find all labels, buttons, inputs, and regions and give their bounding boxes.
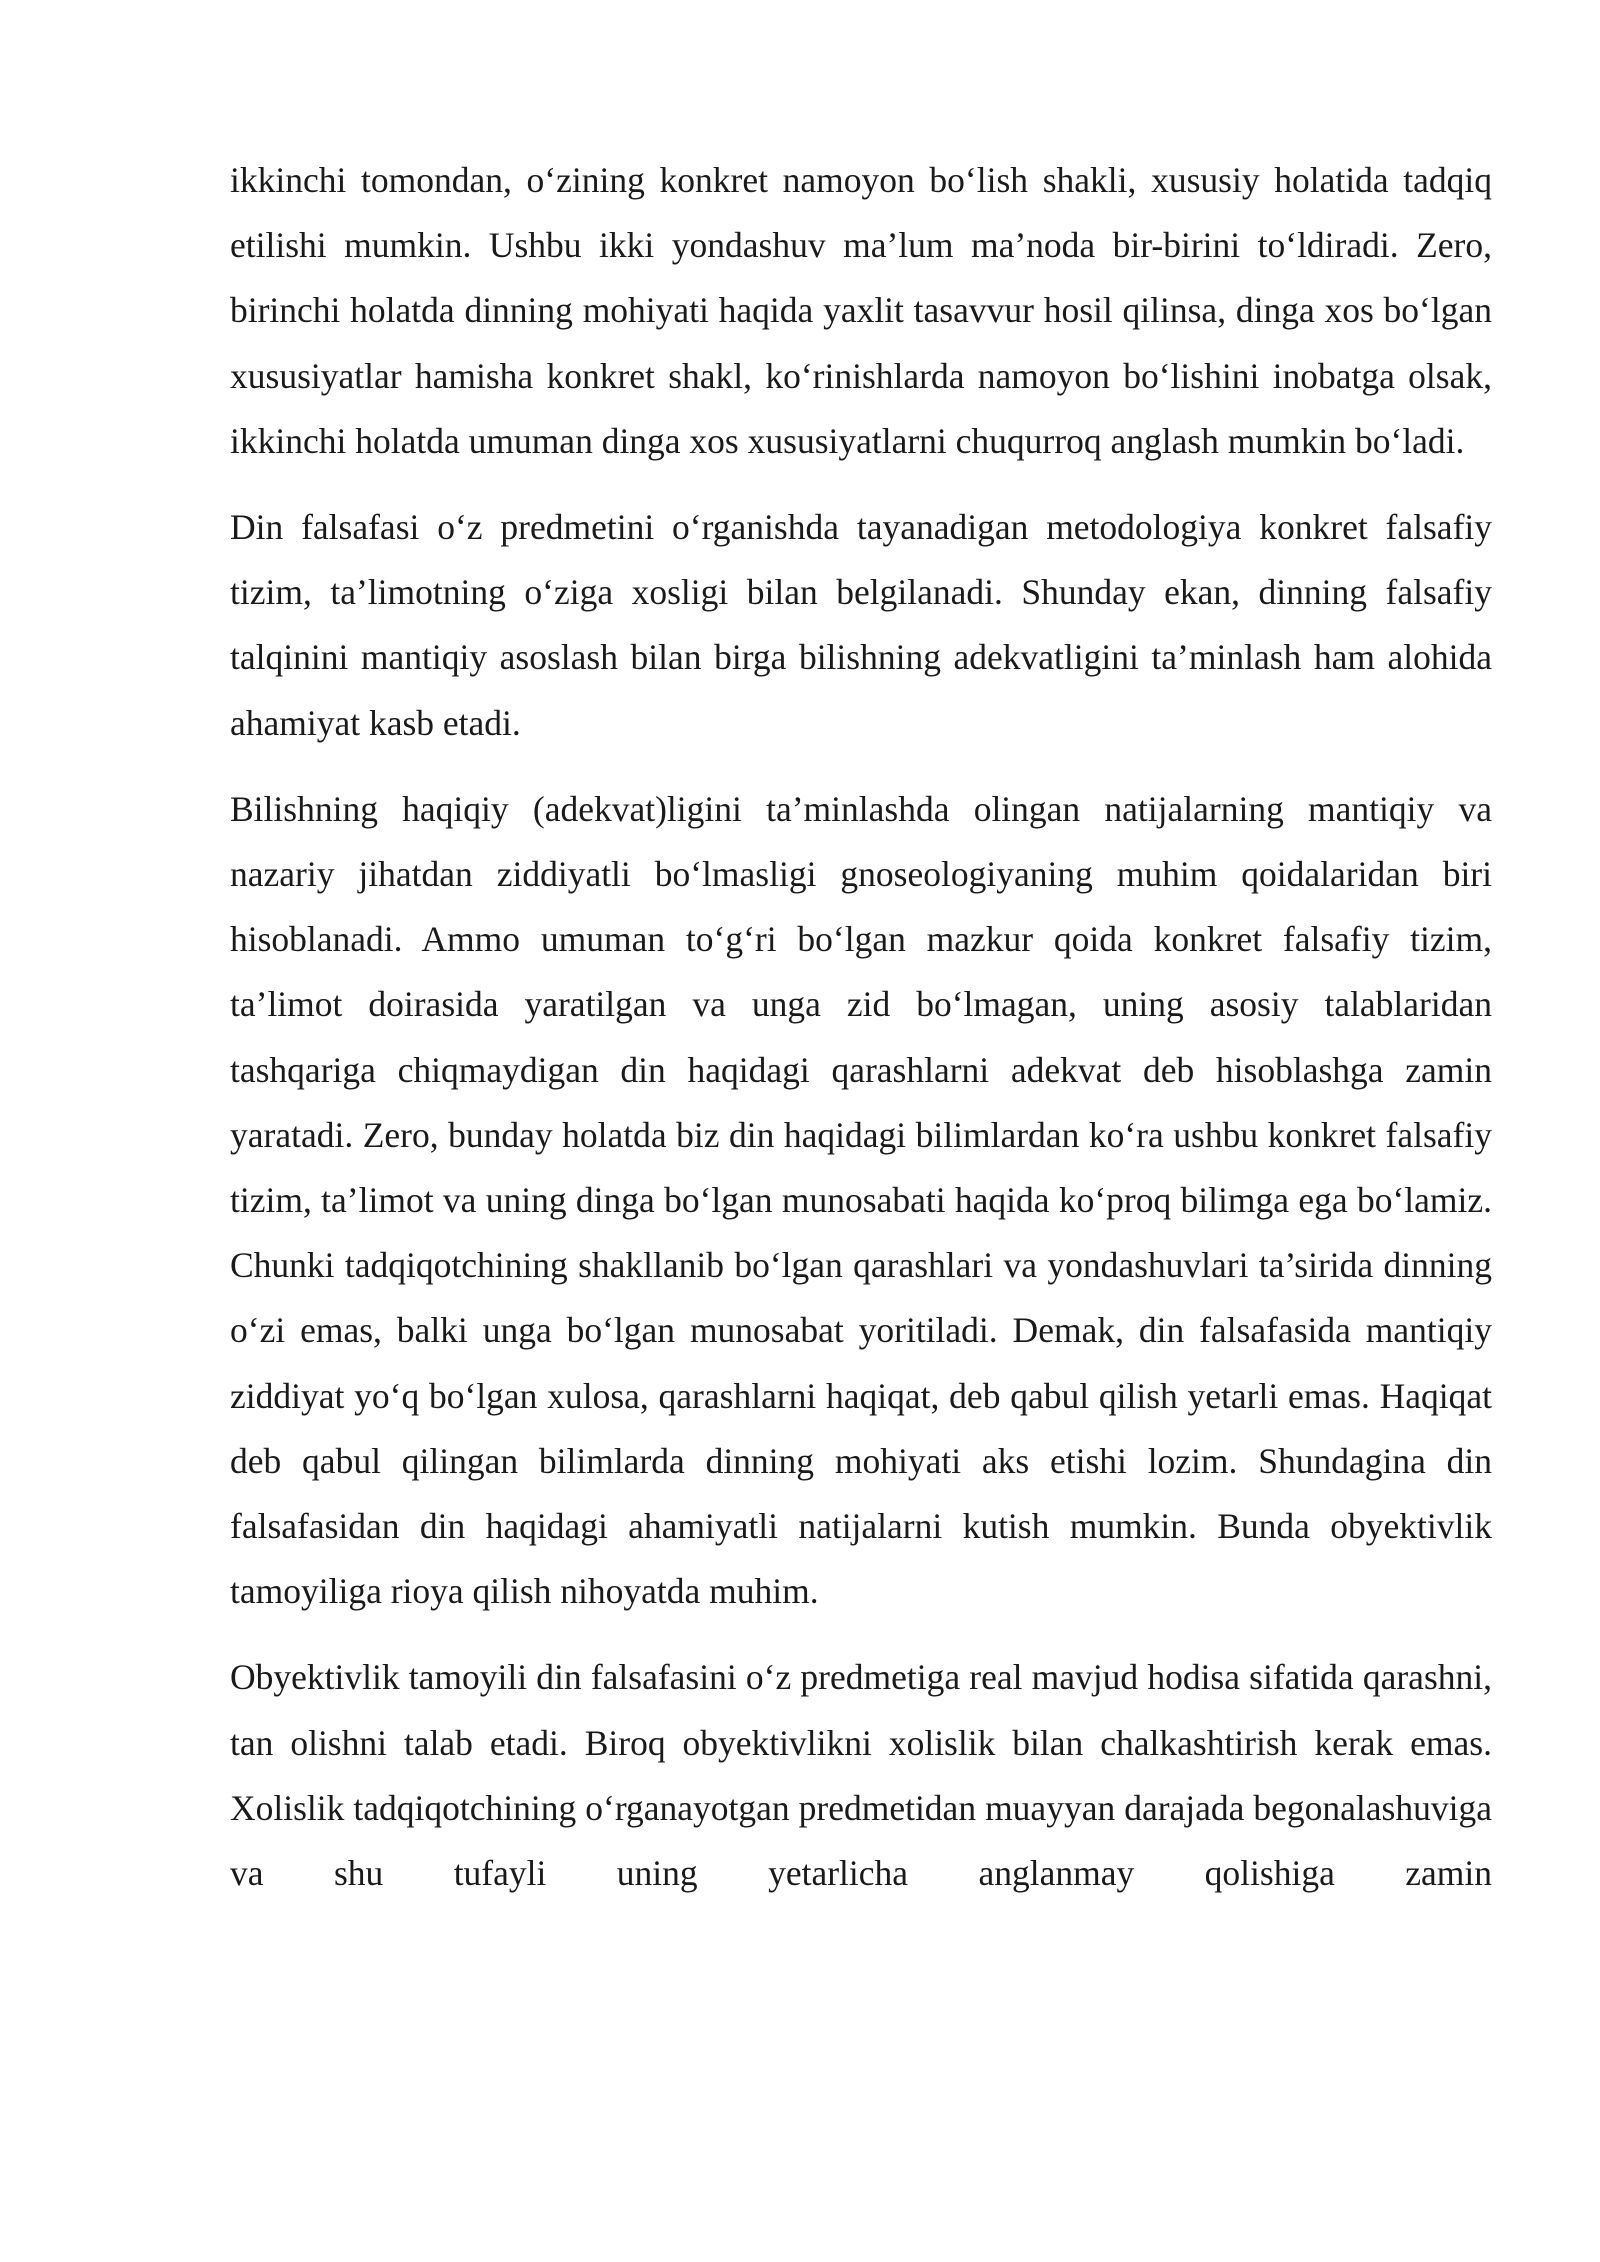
paragraph: Din falsafasi o‘z predmetini o‘rganishda tayanadigan metodologiya konkret falsafiy tizim, ta’limotning o‘ziga xosligi bilan belgilanadi. Shunday ekan, dinning falsafiy talqinini mantiqiy asoslash bilan birga bilishning adekvatligini ta’minlash ham alohida ahamiyat kasb etadi. bbox=[230, 507, 1492, 743]
paragraph: Bilishning haqiqiy (adekvat)ligini ta’minlashda olingan natijalarning mantiqiy va nazariy jihatdan ziddiyatli bo‘lmasligi gnoseologiyaning muhim qoidalaridan biri hisoblanadi. Ammo umuman to‘g‘ri bo‘lgan mazkur qoida konkret falsafiy tizim, ta’limot doirasida yaratilgan va unga zid bo‘lmagan, uning asosiy talablaridan tashqariga chiqmaydigan din haqidagi qarashlarni adekvat deb hisoblashga zamin yaratadi. Zero, bunday holatda biz din haqidagi bilimlardan ko‘ra ushbu konkret falsafiy tizim, ta’limot va uning dinga bo‘lgan munosabati haqida ko‘proq bilimga ega bo‘lamiz. Chunki tadqiqotchining shakllanib bo‘lgan qarashlari va yondashuvlari ta’sirida dinning o‘zi emas, balki unga bo‘lgan munosabat yoritiladi. Demak, din falsafasida mantiqiy ziddiyat yo‘q bo‘lgan xulosa, qarashlarni haqiqat, deb qabul qilish yetarli emas. Haqiqat deb qabul qilingan bilimlarda dinning mohiyati aks etishi lozim. Shundagina din falsafasidan din haqidagi ahamiyatli natijalarni kutish mumkin. Bunda obyektivlik tamoyiliga rioya qilish nihoyatda muhim. bbox=[230, 788, 1492, 1612]
paragraph: ikkinchi tomondan, o‘zining konkret namoyon bo‘lish shakli, xususiy holatida tadqiq etilishi mumkin. Ushbu ikki yondashuv ma’lum ma’noda bir-birini to‘ldiradi. Zero, birinchi holatda dinning mohiyati haqida yaxlit tasavvur hosil qilinsa, dinga xos bo‘lgan xususiyatlar hamisha konkret shakl, ko‘rinishlarda namoyon bo‘lishini inobatga olsak, ikkinchi holatda umuman dinga xos xususiyatlarni chuqurroq anglash mumkin bo‘ladi. bbox=[230, 160, 1492, 461]
paragraph: Obyektivlik tamoyili din falsafasini o‘z predmetiga real mavjud hodisa sifatida qarashni, tan olishni talab etadi. Biroq obyektivlikni xolislik bilan chalkashtirish kerak emas. Xolislik tadqiqotchining o‘rganayotgan predmetidan muayyan darajada begonalashuviga va shu tufayli uning yetarlicha anglanmay qolishiga zamin bbox=[230, 1657, 1492, 1894]
document-body bbox=[230, 148, 1492, 1927]
